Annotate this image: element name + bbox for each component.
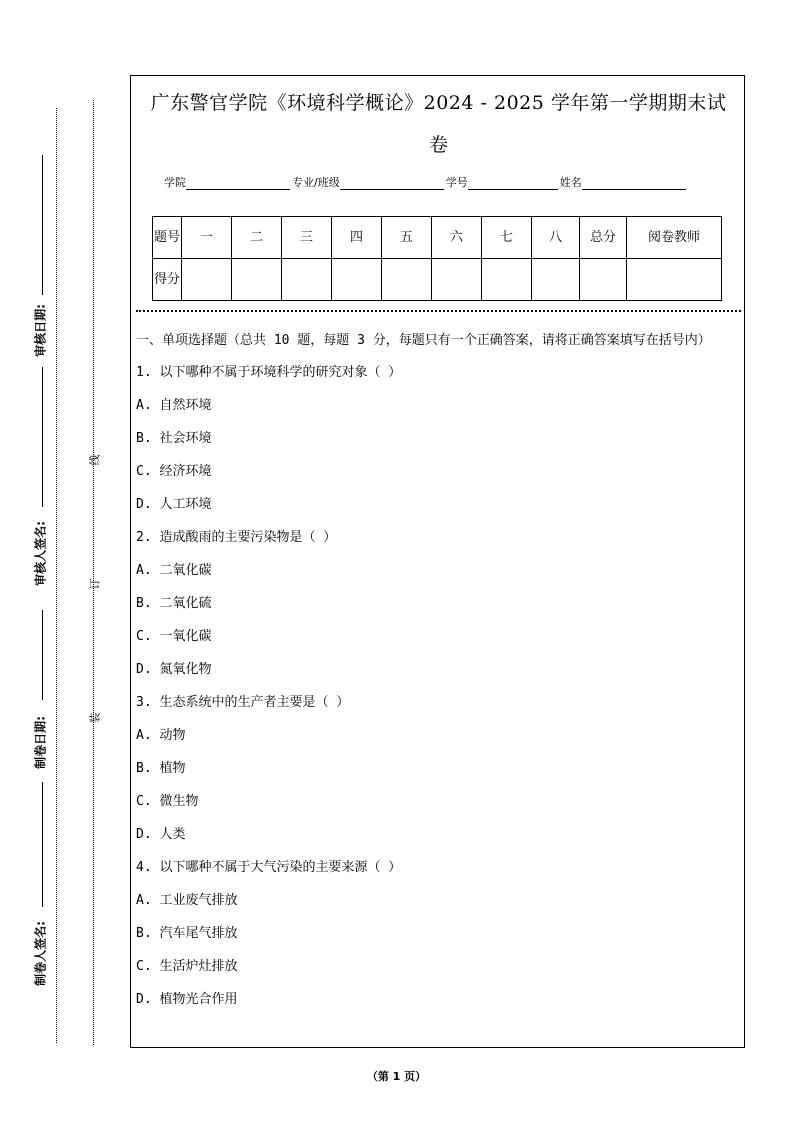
exam-title: 广东警官学院《环境科学概论》2024 - 2025 学年第一学期期末试 (150, 92, 727, 114)
option: D. 人类 (136, 827, 186, 842)
score-row-header: 得分 (153, 259, 182, 301)
option: A. 工业废气排放 (136, 893, 238, 908)
major-field[interactable] (340, 177, 444, 190)
option: D. 氮氧化物 (136, 662, 212, 677)
maker-sign-line (42, 782, 43, 907)
reviewer-sign-line (42, 367, 43, 507)
option: C. 一氧化碳 (136, 629, 212, 644)
college-field[interactable] (186, 177, 290, 190)
section-heading: 一、单项选择题（总共 10 题，每题 3 分，每题只有一个正确答案，请将正确答案填写在括号内） (136, 333, 711, 348)
binding-mark-line: 线 (88, 454, 102, 466)
option: D. 人工环境 (136, 497, 212, 512)
name-label: 姓名 (559, 176, 582, 189)
exam-title-continued: 卷 (428, 134, 448, 156)
student-id-field[interactable] (468, 177, 558, 190)
col-4: 四 (332, 217, 382, 259)
review-date-line (42, 155, 43, 295)
col-7: 七 (482, 217, 532, 259)
question-number-header: 题号 (153, 217, 182, 259)
col-2: 二 (232, 217, 282, 259)
option: B. 植物 (136, 761, 186, 776)
question-stem: 3. 生态系统中的生产者主要是（ ） (136, 695, 350, 710)
left-dotted-line (56, 108, 57, 1043)
make-date-line (42, 610, 43, 700)
col-3: 三 (282, 217, 332, 259)
score-cell[interactable] (332, 259, 382, 301)
question-section (136, 330, 741, 1016)
option: C. 生活炉灶排放 (136, 959, 238, 974)
dotted-separator (136, 310, 741, 312)
name-field[interactable] (582, 177, 686, 190)
option: B. 二氧化硫 (136, 596, 212, 611)
option: D. 植物光合作用 (136, 992, 238, 1007)
score-cell[interactable] (432, 259, 482, 301)
score-cell[interactable] (532, 259, 580, 301)
option: A. 二氧化碳 (136, 563, 212, 578)
score-table (152, 216, 722, 301)
col-5: 五 (382, 217, 432, 259)
col-total: 总分 (580, 217, 627, 259)
score-cell[interactable] (482, 259, 532, 301)
col-6: 六 (432, 217, 482, 259)
binding-mark-staple: 订 (88, 578, 102, 590)
option: C. 经济环境 (136, 464, 212, 479)
option: C. 微生物 (136, 794, 199, 809)
reviewer-sign-label: 审核人签名: (33, 521, 48, 586)
col-reviewer: 阅卷教师 (627, 217, 722, 259)
col-8: 八 (532, 217, 580, 259)
binding-mark-bind: 装 (88, 712, 102, 724)
right-dotted-line (93, 100, 94, 1045)
option: A. 自然环境 (136, 398, 212, 413)
college-label: 学院 (164, 176, 186, 189)
student-id-label: 学号 (445, 176, 468, 189)
major-label: 专业/班级 (292, 176, 340, 189)
option: B. 汽车尾气排放 (136, 926, 238, 941)
col-1: 一 (182, 217, 232, 259)
make-date-label: 制卷日期: (33, 716, 48, 769)
question-stem: 1. 以下哪种不属于环境科学的研究对象（ ） (136, 365, 402, 380)
question-stem: 4. 以下哪种不属于大气污染的主要来源（ ） (136, 860, 402, 875)
score-cell[interactable] (580, 259, 627, 301)
score-cell[interactable] (382, 259, 432, 301)
maker-sign-label: 制卷人签名: (33, 921, 48, 986)
score-cell[interactable] (232, 259, 282, 301)
score-cell[interactable] (282, 259, 332, 301)
option: B. 社会环境 (136, 431, 212, 446)
review-date-label: 审核日期: (33, 304, 48, 357)
question-stem: 2. 造成酸雨的主要污染物是（ ） (136, 530, 337, 545)
score-cell[interactable] (627, 259, 722, 301)
page-number: （第 1 页） (366, 1070, 427, 1083)
exam-paper (130, 75, 745, 1048)
student-info-row (164, 174, 688, 190)
option: A. 动物 (136, 728, 186, 743)
score-cell[interactable] (182, 259, 232, 301)
